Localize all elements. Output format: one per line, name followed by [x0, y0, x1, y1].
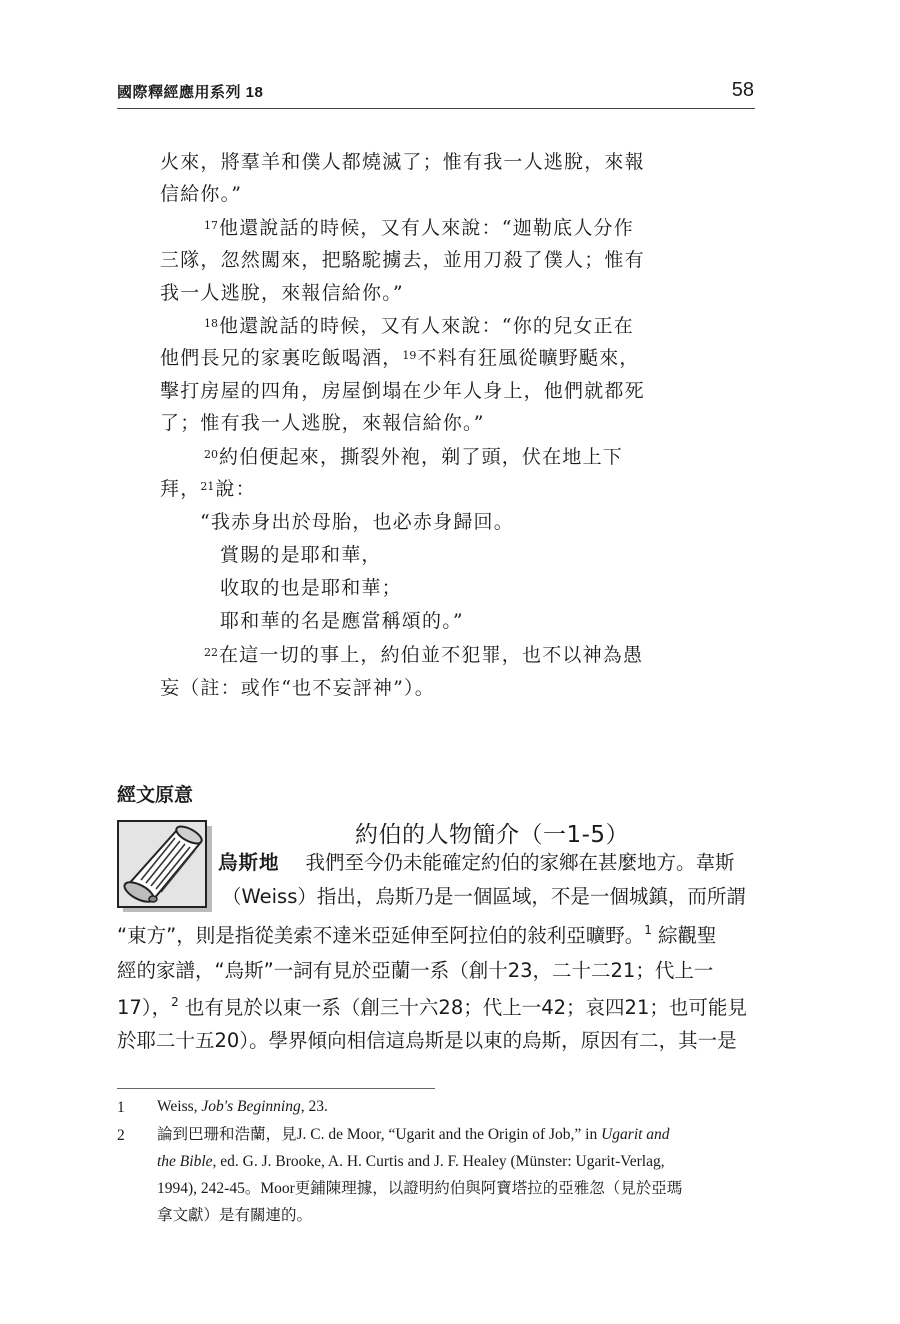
scripture-line: 妄（註：或作“也不妄評神”）。 [160, 677, 435, 699]
verse-number: 19 [402, 349, 417, 362]
body-line: 17），$^2$ 也有見於以東一系（創三十六28；代上一42；哀四21；也可能見 [117, 995, 747, 1019]
footnote-ref: 2 [171, 995, 179, 1009]
scripture-line: $^{17}$他還說話的時候，又有人來說：“迦勒底人分作 [204, 217, 634, 239]
footnote-rule [117, 1088, 435, 1089]
scripture-line: $^{18}$他還說話的時候，又有人來說：“你的兒女正在 [204, 315, 634, 337]
footnote-text: Weiss, Job's Beginning, 23. [157, 1098, 328, 1115]
poem-line: 耶和華的名是應當稱頌的。” [220, 610, 464, 632]
scripture-line: 了；惟有我一人逃脫，來報信給你。” [160, 412, 485, 434]
verse-number: 21 [200, 480, 215, 493]
scripture-line: 信給你。” [160, 183, 243, 205]
verse-number: 18 [204, 317, 218, 330]
section-heading: 經文原意 [117, 784, 194, 806]
poem-line: 收取的也是耶和華； [220, 577, 402, 599]
body-line: （Weiss）指出，烏斯乃是一個區域，不是一個城鎮，而所謂 [222, 885, 746, 908]
page-number: 58 [731, 79, 754, 101]
scripture-line: 拜，$^{21}$說： [160, 478, 256, 500]
body-line: 經的家譜，“烏斯”一詞有見於亞蘭一系（創十23，二十二21；代上一 [117, 959, 714, 982]
footnote-text: 拿文獻）是有關連的。 [157, 1207, 313, 1224]
header-rule [117, 108, 755, 109]
scripture-line: $^{22}$在這一切的事上，約伯並不犯罪，也不以神為愚 [204, 644, 644, 666]
footnote-text: 1994), 242-45。Moor更鋪陳理據，以證明約伯與阿寶塔拉的亞雅忽（見於亞瑪 [157, 1180, 683, 1197]
footnote-number: 1 [117, 1099, 125, 1116]
scripture-line: 擊打房屋的四角，房屋倒塌在少年人身上，他們就都死 [160, 380, 645, 402]
body-line: “東方”，則是指從美索不達米亞延伸至阿拉伯的敍利亞曠野。$^1$ 綜觀聖 [117, 923, 717, 947]
body-line: 烏斯地 我們至今仍未能確定約伯的家鄉在甚麼地方。韋斯 [218, 851, 735, 874]
scripture-line: $^{20}$約伯便起來，撕裂外袍，剃了頭，伏在地上下 [204, 446, 624, 468]
footnote-ref: 1 [644, 923, 652, 937]
scripture-line: 我一人逃脫，來報信給你。” [160, 282, 404, 304]
subsection-title: 約伯的人物簡介（一1-5） [355, 822, 630, 848]
scripture-line: 火來，將羣羊和僕人都燒滅了；惟有我一人逃脫，來報 [160, 151, 645, 173]
poem-line: “我赤身出於母胎，也必赤身歸回。 [200, 511, 514, 533]
scripture-line: 三隊，忽然闖來，把駱駝擄去，並用刀殺了僕人；惟有 [160, 249, 645, 271]
footnote-number: 2 [117, 1127, 125, 1144]
footnote-text: 論到巴珊和浩蘭，見J. C. de Moor, “Ugarit and the Origin of Job,” in Ugarit and [157, 1126, 670, 1143]
verse-number: 22 [204, 646, 218, 659]
verse-number: 17 [204, 219, 218, 232]
series-title: 國際釋經應用系列 18 [117, 84, 264, 101]
verse-number: 20 [204, 448, 218, 461]
scripture-line: 他們長兄的家裏吃飯喝酒，$^{19}$不料有狂風從曠野颳來， [160, 347, 640, 369]
footnote-text: the Bible, ed. G. J. Brooke, A. H. Curtis and J. F. Healey (Münster: Ugarit-Verlag, [157, 1153, 665, 1170]
scroll-icon [117, 820, 207, 908]
term-heading: 烏斯地 [218, 851, 280, 874]
body-line: 於耶二十五20）。學界傾向相信這烏斯是以東的烏斯，原因有二，其一是 [117, 1029, 737, 1052]
poem-line: 賞賜的是耶和華， [220, 544, 382, 566]
